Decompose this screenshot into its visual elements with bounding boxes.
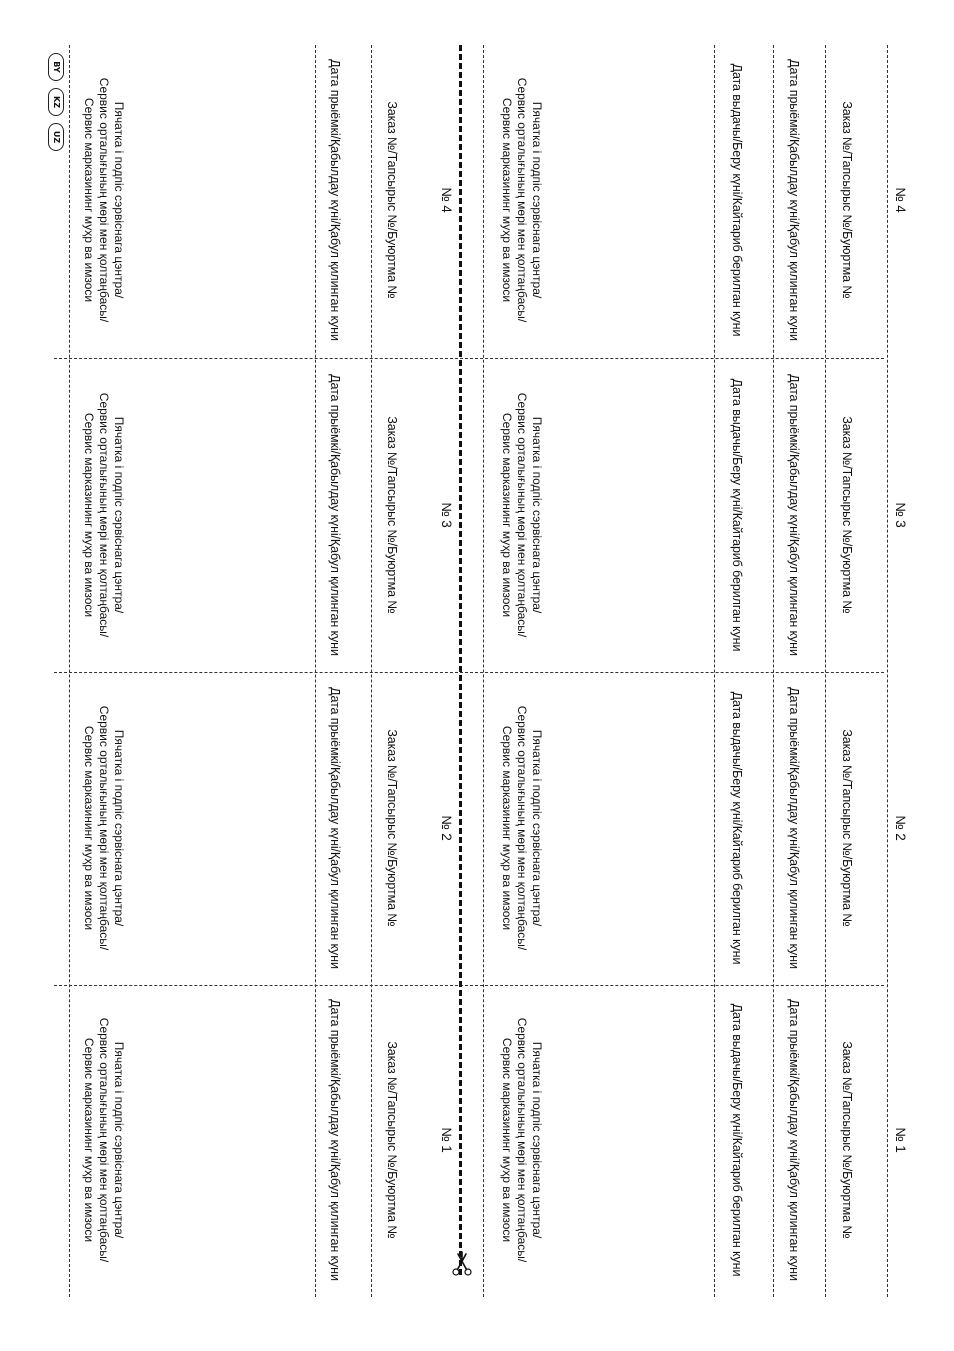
coupon-number: № 3 — [439, 502, 454, 528]
service-stamp-label: Пячатка і подпіс сэрвіснага цэнтра/ Сервис орталығының мөрі мен қолтаңбасы/ Сервис марказининг муҳр ва имзоси — [82, 392, 126, 638]
receipt-date-label: Дата прыёмкі/Қабылдау күні/Қабул қилинган куни — [328, 999, 342, 1281]
coupon-number: № 4 — [893, 187, 908, 213]
receipt-date-label: Дата прыёмкі/Қабылдау күні/Қабул қилинган куни — [328, 59, 342, 341]
country-badge-uz: UZ — [48, 123, 64, 151]
order-number-label: Заказ №/Тапсырыс №/Буюртма № — [840, 416, 854, 614]
coupon-number: № 4 — [439, 187, 454, 213]
coupon-number: № 2 — [439, 815, 454, 841]
issue-date-label: Дата выдачы/Беру күні/Кайтариб берилган куни — [730, 63, 744, 337]
service-stamp-label: Пячатка і подпіс сэрвіснага цэнтра/ Сервис орталығының мөрі мен қолтаңбасы/ Сервис марказининг муҳр ва имзоси — [500, 1017, 544, 1263]
order-number-label: Заказ №/Тапсырыс №/Буюртма № — [840, 729, 854, 927]
row-rule — [714, 45, 715, 1297]
order-number-label: Заказ №/Тапсырыс №/Буюртма № — [385, 729, 399, 927]
scissors-icon — [450, 1250, 474, 1278]
order-number-label: Заказ №/Тапсырыс №/Буюртма № — [385, 416, 399, 614]
coupon-separator — [54, 358, 884, 359]
service-stamp-label: Пячатка і подпіс сэрвіснага цэнтра/ Сервис орталығының мөрі мен қолтаңбасы/ Сервис марказининг муҳр ва имзоси — [500, 705, 544, 951]
service-stamp-label: Пячатка і подпіс сэрвіснага цэнтра/ Сервис орталығының мөрі мен қолтаңбасы/ Сервис марказининг муҳр ва имзоси — [500, 392, 544, 638]
service-stamp-label: Пячатка і подпіс сэрвіснага цэнтра/ Сервис орталығының мөрі мен қолтаңбасы/ Сервис марказининг муҳр ва имзоси — [82, 77, 126, 323]
receipt-date-label: Дата прыёмкі/Қабылдау күні/Қабул қилинган куни — [787, 687, 801, 969]
service-stamp-label: Пячатка і подпіс сэрвіснага цэнтра/ Сервис орталығының мөрі мен қолтаңбасы/ Сервис марказининг муҳр ва имзоси — [82, 1017, 126, 1263]
country-badge-by: BY — [48, 53, 64, 81]
coupon-number: № 1 — [893, 1127, 908, 1153]
order-number-label: Заказ №/Тапсырыс №/Буюртма № — [840, 1041, 854, 1239]
issue-date-label: Дата выдачы/Беру күні/Кайтариб берилган куни — [730, 378, 744, 652]
cut-line — [459, 45, 462, 1275]
coupon-separator — [54, 985, 884, 986]
coupon-number: № 1 — [439, 1127, 454, 1153]
row-rule — [315, 45, 316, 1297]
order-number-label: Заказ №/Тапсырыс №/Буюртма № — [385, 101, 399, 299]
coupon-number: № 3 — [893, 502, 908, 528]
receipt-date-label: Дата прыёмкі/Қабылдау күні/Қабул қилинган куни — [787, 374, 801, 656]
order-number-label: Заказ №/Тапсырыс №/Буюртма № — [840, 101, 854, 299]
order-number-label: Заказ №/Тапсырыс №/Буюртма № — [385, 1041, 399, 1239]
receipt-date-label: Дата прыёмкі/Қабылдау күні/Қабул қилинган куни — [328, 374, 342, 656]
service-stamp-label: Пячатка і подпіс сэрвіснага цэнтра/ Сервис орталығының мөрі мен қолтаңбасы/ Сервис марказининг муҳр ва имзоси — [500, 77, 544, 323]
coupon-separator — [54, 672, 884, 673]
issue-date-label: Дата выдачы/Беру күні/Кайтариб берилган куни — [730, 1003, 744, 1277]
country-badge-kz: KZ — [48, 88, 64, 116]
row-rule — [773, 45, 774, 1297]
row-rule — [69, 45, 70, 1297]
receipt-date-label: Дата прыёмкі/Қабылдау күні/Қабул қилинган куни — [787, 999, 801, 1281]
receipt-date-label: Дата прыёмкі/Қабылдау күні/Қабул қилинган куни — [328, 687, 342, 969]
row-rule — [825, 45, 826, 1297]
service-stamp-label: Пячатка і подпіс сэрвіснага цэнтра/ Сервис орталығының мөрі мен қолтаңбасы/ Сервис марказининг муҳр ва имзоси — [82, 705, 126, 951]
issue-date-label: Дата выдачы/Беру күні/Кайтариб берилган куни — [730, 691, 744, 965]
coupon-number: № 2 — [893, 815, 908, 841]
receipt-date-label: Дата прыёмкі/Қабылдау күні/Қабул қилинган куни — [787, 59, 801, 341]
row-rule — [371, 45, 372, 1297]
row-rule — [483, 45, 484, 1297]
row-rule — [887, 45, 888, 1297]
